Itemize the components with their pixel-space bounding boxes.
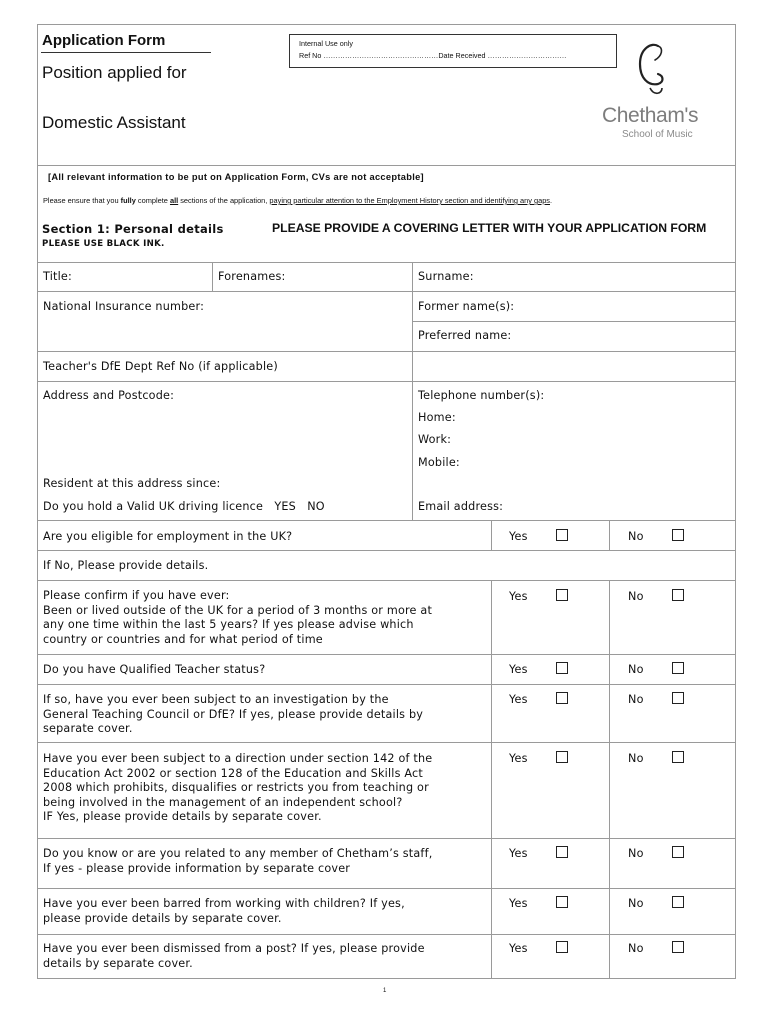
position-value: Domestic Assistant [42,113,186,132]
q3-yes-checkbox[interactable] [556,662,568,674]
q7-yes-label: Yes [509,897,528,910]
q4-yes-label: Yes [509,693,528,706]
q8-yes-checkbox[interactable] [556,941,568,953]
position-label: Position applied for [42,63,187,82]
internal-use-box [289,34,617,68]
page-number: 1 [383,988,387,994]
q3-no-label: No [628,663,644,676]
q4-yes-checkbox[interactable] [556,692,568,704]
q1-yes-label: Yes [509,530,528,543]
q3-no-checkbox[interactable] [672,662,684,674]
surname-field[interactable]: Surname: [418,270,474,283]
qts-question: Do you have Qualified Teacher status? [43,663,266,676]
overseas-question: Please confirm if you have ever: Been or lived outside of the UK for a period of 3 months or more at any one time within the last 5 years? If yes please advise which country or countries and for what period of time [43,589,433,646]
q1-yes-checkbox[interactable] [556,529,568,541]
q3-yes-label: Yes [509,663,528,676]
section-142-question: Have you ever been subject to a direction under section 142 of the Education Act 2002 or section 128 of the Education and Skills Act 2008 which prohibits, disqualifies or restricts you from teaching or being involved in the management of an independent school? IF Yes, please provide details by separate cover. [43,752,433,824]
q5-no-label: No [628,752,644,765]
ni-number-field[interactable]: National Insurance number: [43,300,205,313]
black-ink-notice: PLEASE USE BLACK INK. [42,239,165,249]
complete-notice: Please ensure that you fully complete all sections of the application, paying particular attention to the Employment History section and identifying any gaps. [43,196,553,205]
email-field[interactable]: Email address: [418,500,504,513]
q6-yes-label: Yes [509,847,528,860]
address-field[interactable]: Address and Postcode: [43,389,175,402]
investigation-question: If so, have you ever been subject to an investigation by the General Teaching Council or DfE? If yes, please provide details by separate cover. [43,693,424,736]
title-underline [41,52,211,53]
covering-letter-notice: PLEASE PROVIDE A COVERING LETTER WITH YOUR APPLICATION FORM [272,221,707,235]
dismissed-question: Have you ever been dismissed from a post? If yes, please provide details by separate cover. [43,942,425,970]
title-field[interactable]: Title: [43,270,72,283]
telephone-label: Telephone number(s): [418,389,545,402]
forenames-field[interactable]: Forenames: [218,270,286,283]
ref-date-line: Ref No …………………………………………Date Received …………………………… [299,51,567,60]
barred-question: Have you ever been barred from working with children? If yes, please provide details by separate cover. [43,897,405,925]
home-phone-field[interactable]: Home: [418,411,456,424]
internal-use-label: Internal Use only [299,39,353,48]
q6-no-checkbox[interactable] [672,846,684,858]
resident-since-field[interactable]: Resident at this address since: [43,477,221,490]
preferred-name-field[interactable]: Preferred name: [418,329,512,342]
q2-yes-checkbox[interactable] [556,589,568,601]
q4-no-label: No [628,693,644,706]
q6-yes-checkbox[interactable] [556,846,568,858]
form-title: Application Form [42,32,166,49]
q7-no-label: No [628,897,644,910]
logo-name: Chetham's [602,104,699,127]
q4-no-checkbox[interactable] [672,692,684,704]
q5-yes-label: Yes [509,752,528,765]
eligibility-question: Are you eligible for employment in the UK? [43,530,293,543]
driving-licence-question[interactable]: Do you hold a Valid UK driving licence YES NO [43,500,325,513]
q1-no-checkbox[interactable] [672,529,684,541]
q8-no-label: No [628,942,644,955]
q8-no-checkbox[interactable] [672,941,684,953]
q6-no-label: No [628,847,644,860]
cv-notice: [All relevant information to be put on Application Form, CVs are not acceptable] [48,172,424,182]
section-1-title: Section 1: Personal details [42,222,224,236]
q7-no-checkbox[interactable] [672,896,684,908]
q5-no-checkbox[interactable] [672,751,684,763]
q7-yes-checkbox[interactable] [556,896,568,908]
mobile-phone-field[interactable]: Mobile: [418,456,460,469]
former-names-field[interactable]: Former name(s): [418,300,515,313]
q2-yes-label: Yes [509,590,528,603]
work-phone-field[interactable]: Work: [418,433,452,446]
q8-yes-label: Yes [509,942,528,955]
chethams-logo [600,40,720,140]
q5-yes-checkbox[interactable] [556,751,568,763]
teacher-ref-field[interactable]: Teacher's DfE Dept Ref No (if applicable) [43,360,278,373]
q2-no-label: No [628,590,644,603]
q1-no-label: No [628,530,644,543]
related-staff-question: Do you know or are you related to any member of Chetham’s staff, If yes - please provide information by separate cover [43,847,433,875]
treble-clef-c-icon [600,40,720,100]
logo-subtitle: School of Music [622,129,693,140]
eligibility-details-field[interactable]: If No, Please provide details. [43,559,209,572]
q2-no-checkbox[interactable] [672,589,684,601]
